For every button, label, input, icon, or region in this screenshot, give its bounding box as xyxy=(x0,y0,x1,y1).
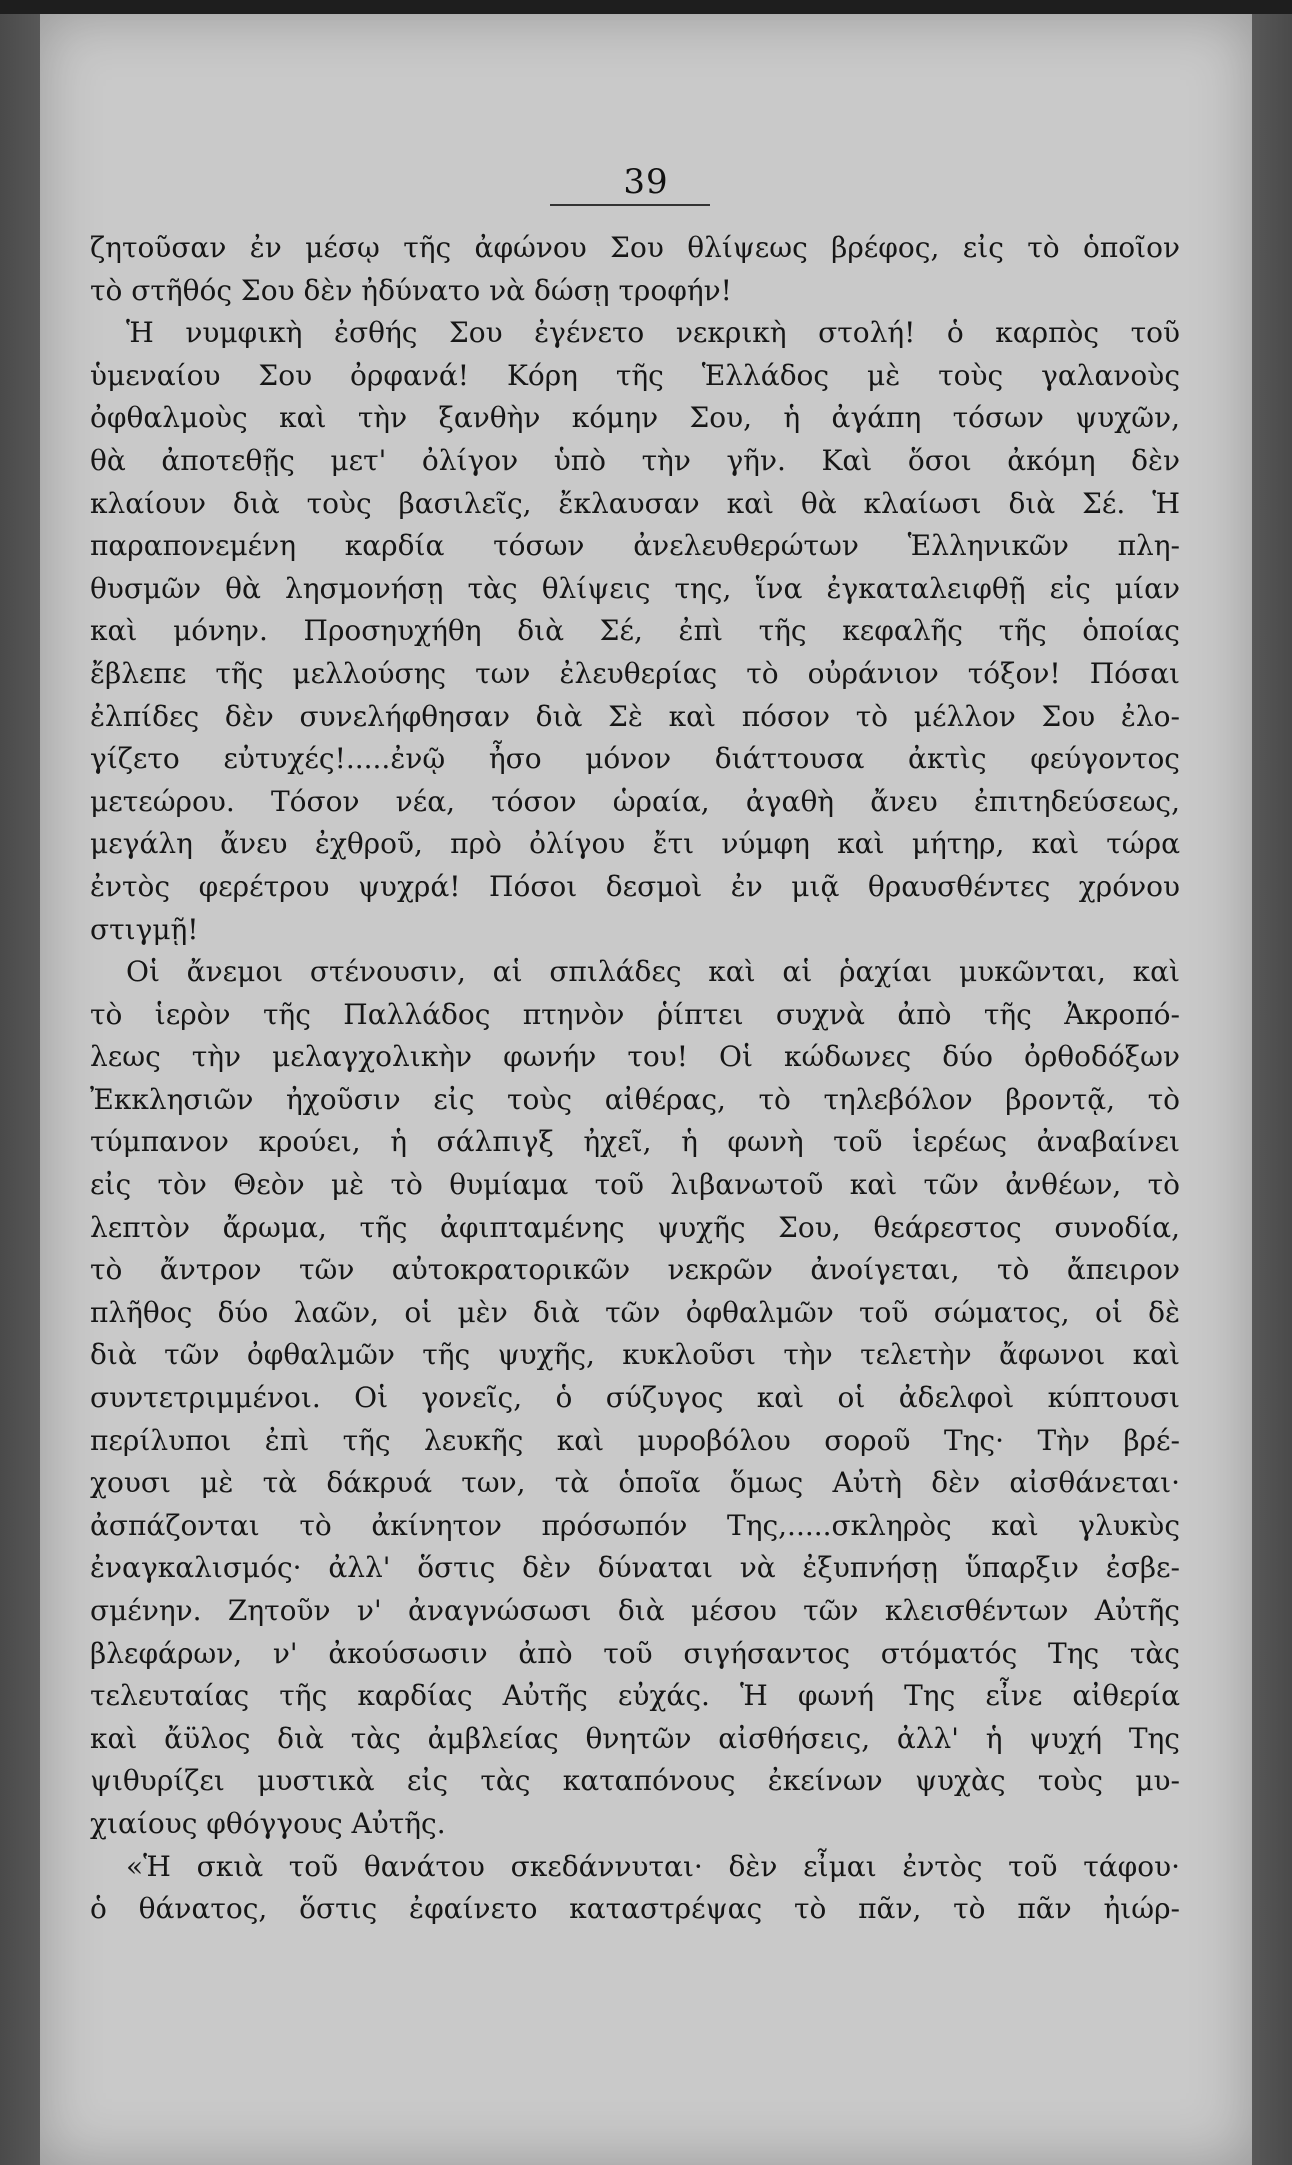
text-line: καὶ ἄϋλος διὰ τὰς ἀμβλείας θνητῶν αἰσθήσεις, ἀλλ' ἡ ψυχή Της xyxy=(90,1721,1180,1755)
text-line: τὸ ἱερὸν τῆς Παλλάδος πτηνὸν ῥίπτει συχνὰ ἀπὸ τῆς Ἀκροπό- xyxy=(90,997,1180,1031)
text-line: ψιθυρίζει μυστικὰ εἰς τὰς καταπόνους ἐκείνων ψυχὰς τοὺς μυ- xyxy=(90,1764,1180,1798)
text-line: Ἐκκλησιῶν ἠχοῦσιν εἰς τοὺς αἰθέρας, τὸ τηλεβόλον βροντᾷ, τὸ xyxy=(90,1082,1180,1116)
text-line: εἰς τὸν Θεὸν μὲ τὸ θυμίαμα τοῦ λιβανωτοῦ καὶ τῶν ἀνθέων, τὸ xyxy=(90,1168,1180,1202)
text-line: ζητοῦσαν ἐν μέσῳ τῆς ἀφώνου Σου θλίψεως βρέφος, εἰς τὸ ὁποῖον xyxy=(90,231,1180,264)
text-line: τὸ ἄντρον τῶν αὐτοκρατορικῶν νεκρῶν ἀνοίγεται, τὸ ἄπειρον xyxy=(90,1253,1180,1287)
text-line: στιγμῇ! xyxy=(90,912,199,946)
text-line: παραπονεμένη καρδία τόσων ἀνελευθερώτων Ἑλληνικῶν πλη- xyxy=(90,529,1180,563)
text-line: Οἱ ἄνεμοι στένουσιν, αἱ σπιλάδες καὶ αἱ ῥαχίαι μυκῶνται, καὶ xyxy=(126,955,1180,989)
text-line: κλαίουν διὰ τοὺς βασιλεῖς, ἔκλαυσαν καὶ θὰ κλαίωσι διὰ Σέ. Ἡ xyxy=(90,486,1180,520)
text-line: λεπτὸν ἄρωμα, τῆς ἀφιπταμένης ψυχῆς Σου, θεάρεστος συνοδία, xyxy=(90,1210,1180,1244)
text-line: τὸ στῆθός Σου δὲν ἠδύνατο νὰ δώσῃ τροφήν! xyxy=(90,273,732,307)
text-line: «Ἡ σκιὰ τοῦ θανάτου σκεδάννυται· δὲν εἶμαι ἐντὸς τοῦ τάφου· xyxy=(126,1849,1180,1883)
text-line: θὰ ἀποτεθῇς μετ' ὀλίγον ὑπὸ τὴν γῆν. Καὶ ὅσοι ἀκόμη δὲν xyxy=(90,443,1180,477)
text-line: συντετριμμένοι. Οἱ γονεῖς, ὁ σύζυγος καὶ οἱ ἀδελφοὶ κύπτουσι xyxy=(90,1381,1180,1415)
text-line: περίλυποι ἐπὶ τῆς λευκῆς καὶ μυροβόλου σοροῦ Της· Τὴν βρέ- xyxy=(90,1423,1180,1457)
text-line: λεως τὴν μελαγχολικὴν φωνήν του! Οἱ κώδωνες δύο ὀρθοδόξων xyxy=(90,1040,1180,1074)
text-line: καὶ μόνην. Προσηυχήθη διὰ Σέ, ἐπὶ τῆς κεφαλῆς τῆς ὁποίας xyxy=(90,614,1180,648)
body-text xyxy=(90,227,1180,1931)
text-line: Ἡ νυμφικὴ ἐσθής Σου ἐγένετο νεκρικὴ στολή! ὁ καρπὸς τοῦ xyxy=(126,316,1180,350)
text-line: ἐλπίδες δὲν συνελήφθησαν διὰ Σὲ καὶ πόσον τὸ μέλλον Σου ἐλο- xyxy=(90,699,1180,733)
page-number: 39 xyxy=(623,162,669,202)
book-page xyxy=(40,14,1252,2165)
text-line: διὰ τῶν ὀφθαλμῶν τῆς ψυχῆς, κυκλοῦσι τὴν τελετὴν ἄφωνοι καὶ xyxy=(90,1338,1180,1372)
text-line: τελευταίας τῆς καρδίας Αὐτῆς εὐχάς. Ἡ φωνή Της εἶνε αἰθερία xyxy=(90,1679,1180,1713)
text-line: ὁ θάνατος, ὅστις ἐφαίνετο καταστρέψας τὸ πᾶν, τὸ πᾶν ἠιώρ- xyxy=(90,1892,1180,1926)
text-line: ἐντὸς φερέτρου ψυχρά! Πόσοι δεσμοὶ ἐν μιᾷ θραυσθέντες χρόνου xyxy=(90,869,1180,903)
text-line: θυσμῶν θὰ λησμονήσῃ τὰς θλίψεις της, ἵνα ἐγκαταλειφθῇ εἰς μίαν xyxy=(90,571,1180,605)
text-line: ὀφθαλμοὺς καὶ τὴν ξανθὴν κόμην Σου, ἡ ἀγάπη τόσων ψυχῶν, xyxy=(90,401,1180,435)
text-line: ὑμεναίου Σου ὀρφανά! Κόρη τῆς Ἑλλάδος μὲ τοὺς γαλανοὺς xyxy=(90,358,1180,392)
page-number-rule xyxy=(550,204,710,206)
text-line: μετεώρου. Τόσον νέα, τόσον ὡραία, ἀγαθὴ ἄνευ ἐπιτηδεύσεως, xyxy=(90,784,1180,818)
text-line: γίζετο εὐτυχές!.....ἐνῷ ἦσο μόνον διάττουσα ἀκτὶς φεύγοντος xyxy=(90,742,1180,776)
text-line: μεγάλη ἄνευ ἐχθροῦ, πρὸ ὀλίγου ἔτι νύμφη καὶ μήτηρ, καὶ τώρα xyxy=(90,827,1180,861)
text-line: ἀσπάζονται τὸ ἀκίνητον πρόσωπόν Της,.....σκληρὸς καὶ γλυκὺς xyxy=(90,1508,1180,1542)
text-line: χουσι μὲ τὰ δάκρυά των, τὰ ὁποῖα ὅμως Αὐτὴ δὲν αἰσθάνεται· xyxy=(90,1466,1180,1500)
text-line: σμένην. Ζητοῦν ν' ἀναγνώσωσι διὰ μέσου τῶν κλεισθέντων Αὐτῆς xyxy=(90,1594,1180,1627)
text-line: χιαίους φθόγγους Αὐτῆς. xyxy=(90,1806,446,1840)
scan-top-edge xyxy=(0,0,1292,14)
text-line: βλεφάρων, ν' ἀκούσωσιν ἀπὸ τοῦ σιγήσαντος στόματός Της τὰς xyxy=(90,1636,1180,1670)
text-line: πλῆθος δύο λαῶν, οἱ μὲν διὰ τῶν ὀφθαλμῶν τοῦ σώματος, οἱ δὲ xyxy=(90,1295,1180,1329)
text-line: τύμπανον κρούει, ἡ σάλπιγξ ἠχεῖ, ἡ φωνὴ τοῦ ἱερέως ἀναβαίνει xyxy=(90,1125,1180,1159)
text-line: ἔβλεπε τῆς μελλούσης των ἐλευθερίας τὸ οὐράνιον τόξον! Πόσαι xyxy=(90,656,1180,690)
text-line: ἐναγκαλισμός· ἀλλ' ὅστις δὲν δύναται νὰ ἐξυπνήσῃ ὕπαρξιν ἐσβε- xyxy=(90,1551,1180,1585)
